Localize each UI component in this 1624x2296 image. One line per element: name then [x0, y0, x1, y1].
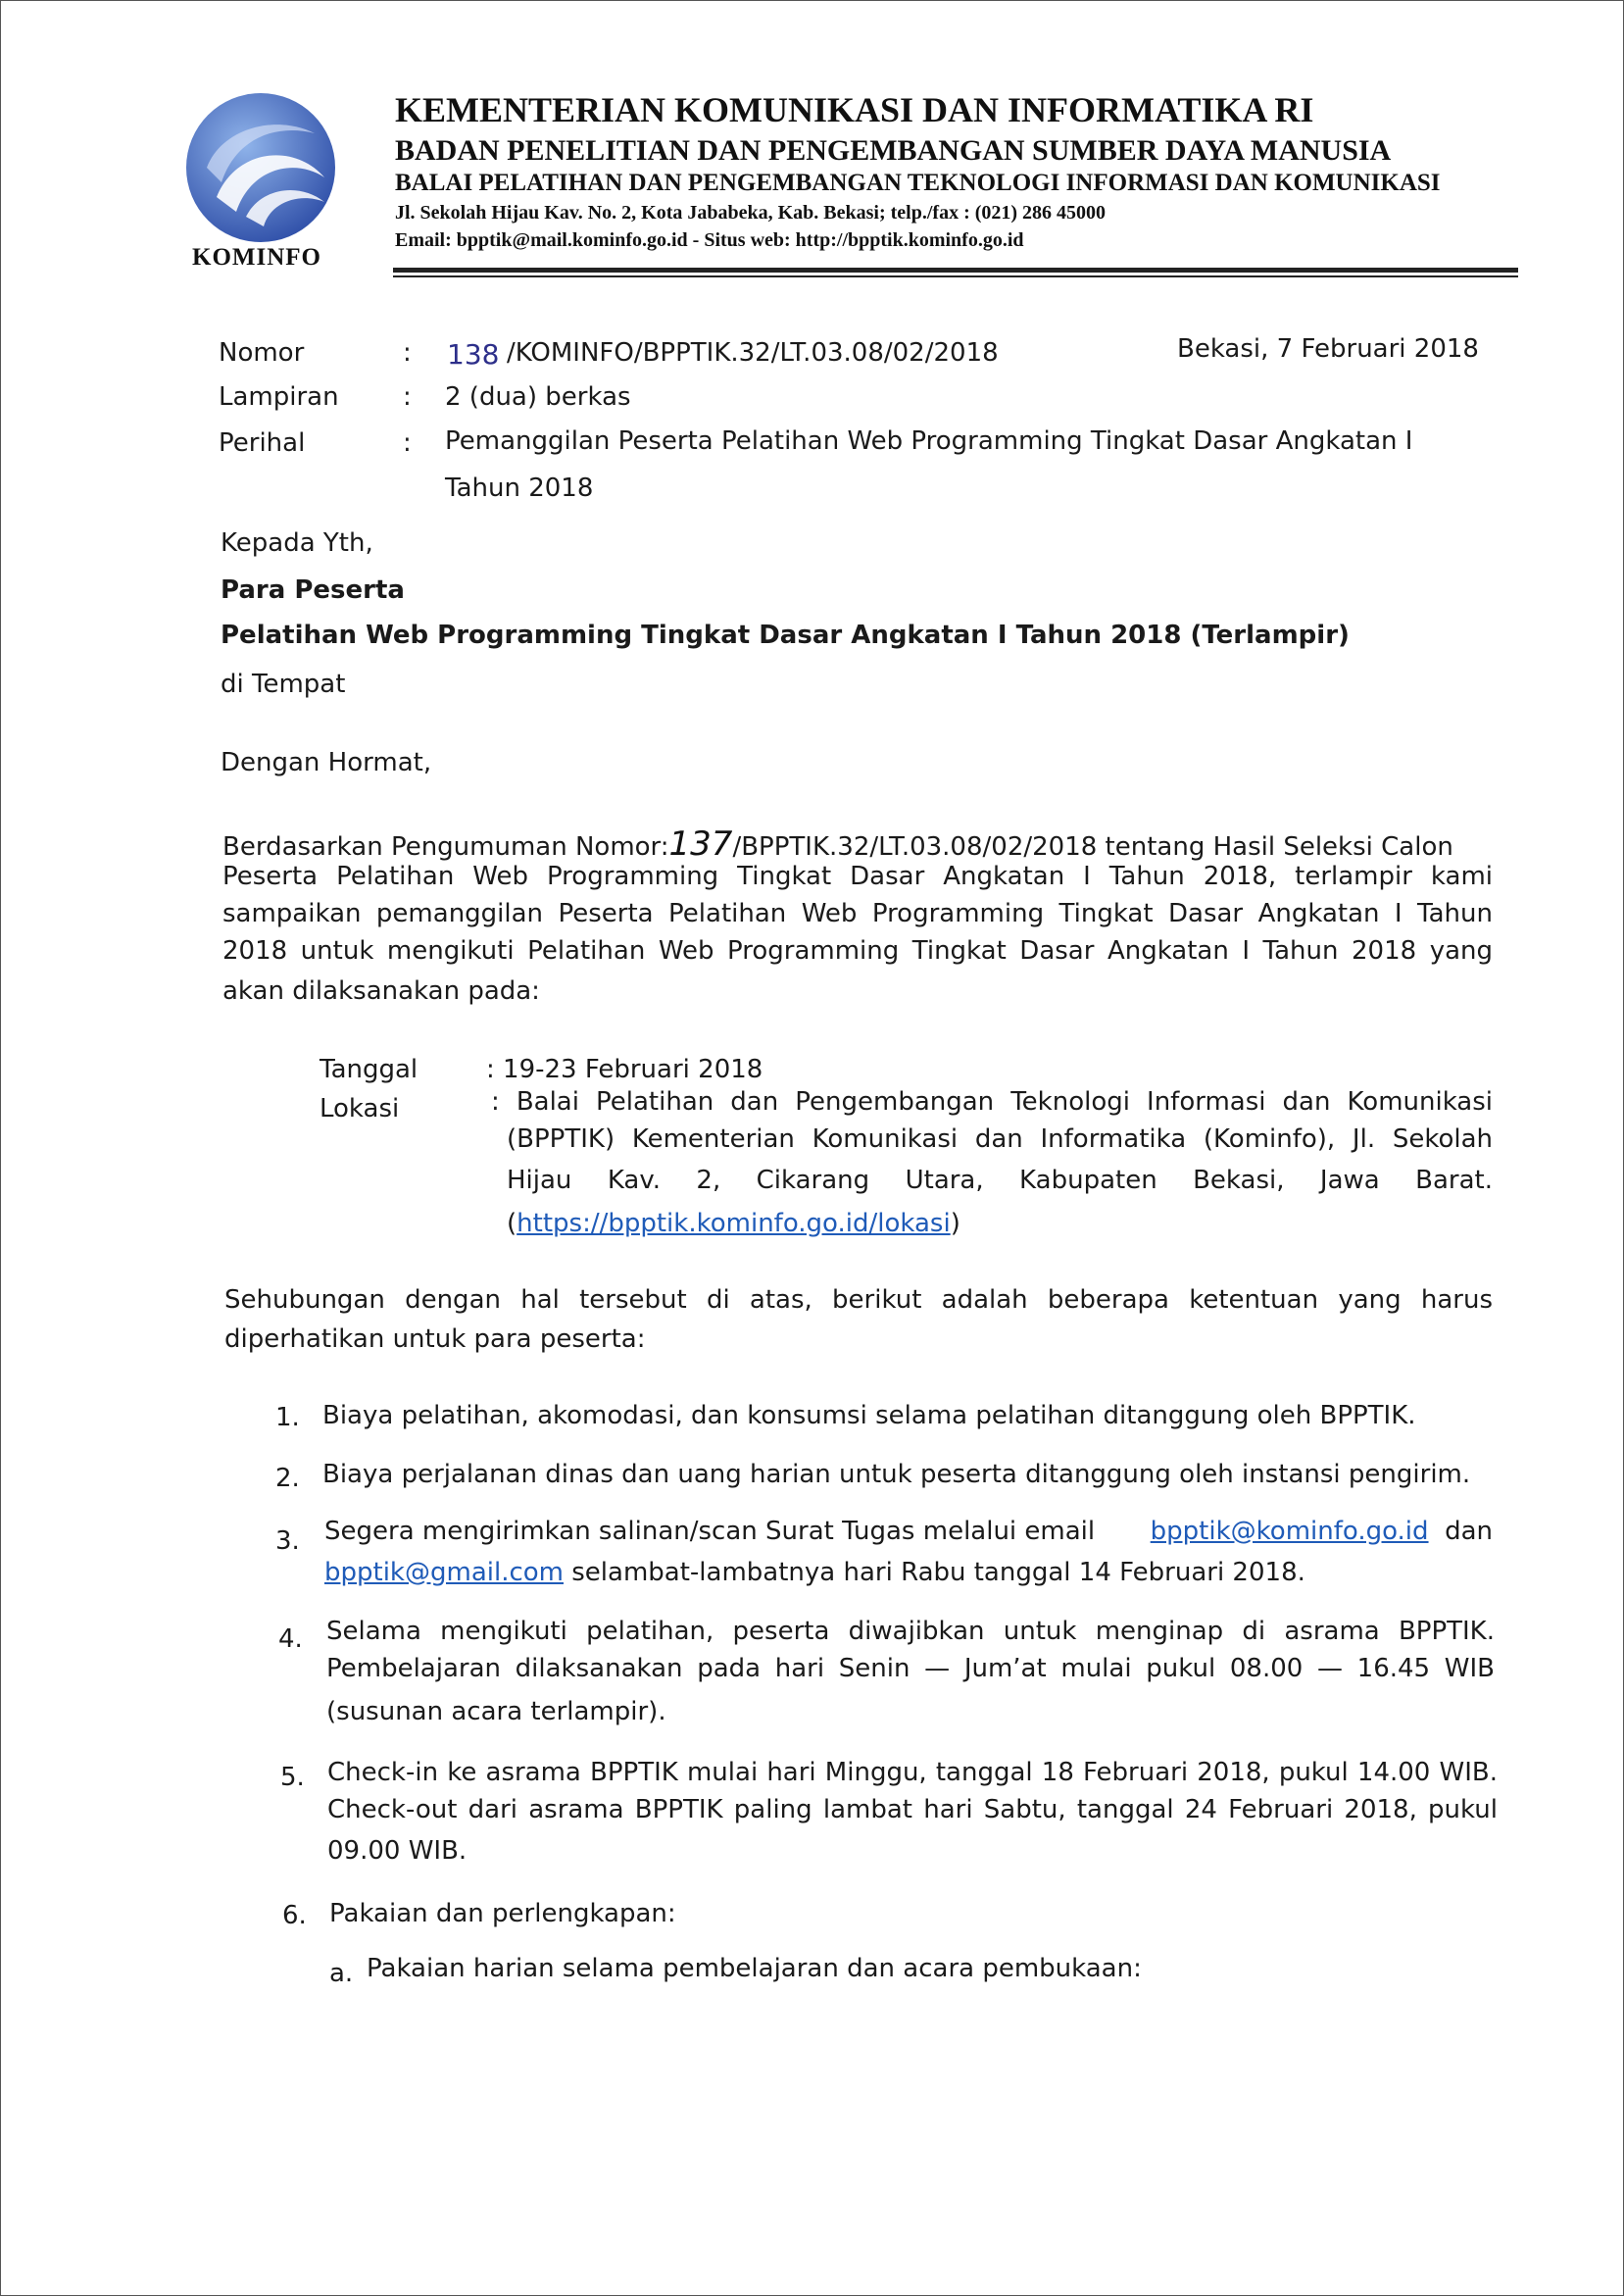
item-1-number: 1.	[275, 1403, 300, 1432]
kominfo-logo	[177, 89, 344, 266]
lokasi-link[interactable]: https://bpptik.kominfo.go.id/lokasi	[517, 1209, 951, 1238]
nomor-handwritten: 138	[447, 338, 500, 371]
email-link-gmail[interactable]: bpptik@gmail.com	[324, 1558, 564, 1587]
agency-name: BADAN PENELITIAN DAN PENGEMBANGAN SUMBER DAYA MANUSIA	[395, 134, 1392, 167]
nomor-colon: :	[403, 338, 412, 368]
item-5-number: 5.	[280, 1763, 305, 1792]
logo-wordmark: KOMINFO	[192, 244, 321, 271]
nomor-label: Nomor	[219, 338, 305, 368]
item-4-line-1: Selama mengikuti pelatihan, peserta diwajibkan untuk menginap di asrama BPPTIK.	[326, 1617, 1495, 1646]
lampiran-value: 2 (dua) berkas	[445, 382, 631, 412]
addressee-program: Pelatihan Web Programming Tingkat Dasar Angkatan I Tahun 2018 (Terlampir)	[221, 621, 1350, 650]
item-4-number: 4.	[278, 1624, 303, 1654]
item-4-line-2: Pembelajaran dilaksanakan pada hari Senin — Jum’at mulai pukul 08.00 — 16.45 WIB	[326, 1654, 1495, 1683]
lokasi-label: Lokasi	[320, 1094, 400, 1123]
perihal-colon: :	[403, 428, 412, 458]
item-5-line-3: 09.00 WIB.	[327, 1836, 468, 1866]
item-3-line-2: bpptik@gmail.com selambat-lambatnya hari Rabu tanggal 14 Februari 2018.	[324, 1558, 1305, 1587]
item-2-text: Biaya perjalanan dinas dan uang harian untuk peserta ditanggung oleh instansi pengirim.	[322, 1460, 1471, 1489]
greeting: Dengan Hormat,	[221, 748, 432, 777]
perihal-line-1: Pemanggilan Peserta Pelatihan Web Programming Tingkat Dasar Angkatan I	[445, 426, 1413, 456]
lokasi-line-4: (https://bpptik.kominfo.go.id/lokasi)	[507, 1209, 960, 1238]
para1-line-2: Peserta Pelatihan Web Programming Tingkat Dasar Angkatan I Tahun 2018, terlampir kami	[222, 862, 1493, 891]
lokasi-line-2: (BPPTIK) Kementerian Komunikasi dan Informatika (Kominfo), Jl. Sekolah	[507, 1124, 1493, 1154]
item-3-line-1: Segera mengirimkan salinan/scan Surat Tugas melalui email bpptik@kominfo.go.id dan	[324, 1517, 1493, 1546]
lokasi-line-3: Hijau Kav. 2, Cikarang Utara, Kabupaten Bekasi, Jawa Barat.	[507, 1166, 1493, 1195]
para1-line-3: sampaikan pemanggilan Peserta Pelatihan Web Programming Tingkat Dasar Angkatan I Tahun	[222, 899, 1493, 928]
item-5-line-1: Check-in ke asrama BPPTIK mulai hari Minggu, tanggal 18 Februari 2018, pukul 14.00 WIB.	[327, 1758, 1498, 1787]
item-1-text: Biaya pelatihan, akomodasi, dan konsumsi selama pelatihan ditanggung oleh BPPTIK.	[322, 1401, 1416, 1430]
item-6a-letter: a.	[329, 1959, 354, 1988]
addressee-salutation: Kepada Yth,	[221, 528, 373, 558]
addressee-recipient: Para Peserta	[221, 575, 405, 605]
letter-date: Bekasi, 7 Februari 2018	[1177, 334, 1479, 364]
item-2-number: 2.	[275, 1464, 300, 1493]
para2-line-2: diperhatikan untuk para peserta:	[224, 1324, 646, 1354]
tanggal-label: Tanggal	[320, 1055, 418, 1084]
para1-line-4: 2018 untuk mengikuti Pelatihan Web Programming Tingkat Dasar Angkatan I Tahun 2018 yang	[222, 936, 1493, 966]
item-6-number: 6.	[282, 1901, 307, 1930]
addressee-location: di Tempat	[221, 670, 346, 699]
nomor-value: /KOMINFO/BPPTIK.32/LT.03.08/02/2018	[507, 338, 999, 368]
lokasi-line-1: : Balai Pelatihan dan Pengembangan Teknologi Informasi dan Komunikasi	[491, 1087, 1493, 1117]
pengumuman-handwritten: 137	[668, 824, 733, 864]
item-6-text: Pakaian dan perlengkapan:	[329, 1899, 676, 1928]
ministry-name: KEMENTERIAN KOMUNIKASI DAN INFORMATIKA RI	[395, 90, 1314, 129]
para1-line-5: akan dilaksanakan pada:	[222, 976, 540, 1006]
item-5-line-2: Check-out dari asrama BPPTIK paling lambat hari Sabtu, tanggal 24 Februari 2018, pukul	[327, 1795, 1498, 1824]
letterhead-rule-thin	[393, 275, 1518, 277]
letterhead-rule	[393, 268, 1518, 273]
para1-line-1: Berdasarkan Pengumuman Nomor:137/BPPTIK.32/LT.03.08/02/2018 tentang Hasil Seleksi Calon	[222, 824, 1453, 864]
perihal-line-2: Tahun 2018	[445, 474, 594, 503]
item-4-line-3: (susunan acara terlampir).	[326, 1697, 666, 1726]
email-link-kominfo[interactable]: bpptik@kominfo.go.id	[1150, 1517, 1429, 1546]
perihal-label: Perihal	[219, 428, 306, 458]
lampiran-label: Lampiran	[219, 382, 339, 412]
para2-line-1: Sehubungan dengan hal tersebut di atas, berikut adalah beberapa ketentuan yang harus	[224, 1285, 1493, 1315]
tanggal-value: : 19-23 Februari 2018	[486, 1055, 763, 1084]
contact-line: Email: bpptik@mail.kominfo.go.id - Situs web: http://bpptik.kominfo.go.id	[395, 229, 1024, 251]
item-3-number: 3.	[275, 1526, 300, 1556]
institution-name: BALAI PELATIHAN DAN PENGEMBANGAN TEKNOLOGI INFORMASI DAN KOMUNIKASI	[395, 170, 1441, 196]
item-6a-text: Pakaian harian selama pembelajaran dan acara pembukaan:	[367, 1954, 1142, 1983]
lampiran-colon: :	[403, 382, 412, 412]
address-line: Jl. Sekolah Hijau Kav. No. 2, Kota Jababeka, Kab. Bekasi; telp./fax : (021) 286 45000	[395, 202, 1107, 224]
